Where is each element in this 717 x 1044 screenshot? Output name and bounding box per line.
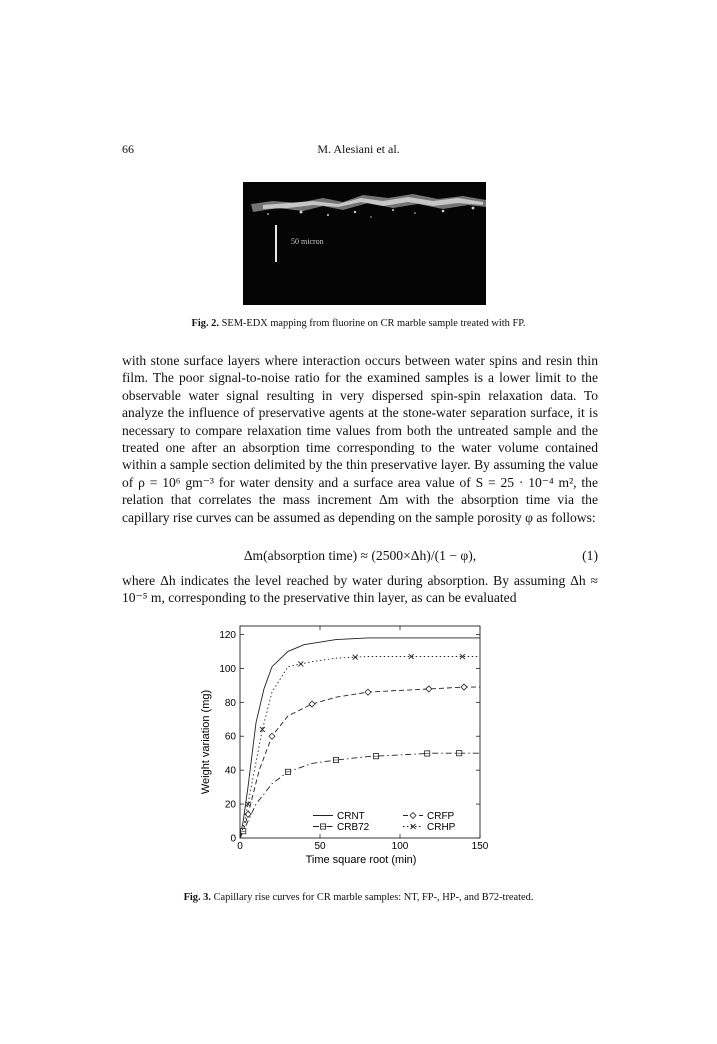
figure-2-caption xyxy=(0,318,717,329)
page-number: 66 xyxy=(122,142,134,156)
y-tick-label: 20 xyxy=(224,799,236,811)
equation-1 xyxy=(122,548,598,566)
legend-item-crhp xyxy=(403,822,456,833)
figure-2-caption-label: Fig. 2. xyxy=(191,318,219,329)
paragraph-text: where Δh indicates the level reached by water during absorption. By assuming Δh ≈ 10⁻⁵ m, corresponding to the preservative thin layer, as can be evaluated xyxy=(122,573,598,606)
x-tick-label: 100 xyxy=(391,841,409,852)
y-axis-label: Weight variation (mg) xyxy=(200,689,212,795)
series-layer xyxy=(240,638,480,838)
x-tick-label: 50 xyxy=(314,841,326,852)
data-point-x xyxy=(298,661,303,666)
data-point-diamond xyxy=(269,733,275,739)
series-crnt xyxy=(240,638,480,838)
legend-label: CRNT xyxy=(337,811,365,822)
data-point-diamond xyxy=(410,813,416,819)
legend xyxy=(313,811,456,833)
data-point-diamond xyxy=(309,701,315,707)
capillary-rise-chart xyxy=(195,614,495,874)
y-tick-label: 80 xyxy=(224,697,236,709)
y-tick-label: 40 xyxy=(224,765,236,777)
legend-label: CRB72 xyxy=(337,822,370,833)
figure-3-caption xyxy=(0,892,717,903)
data-point-diamond xyxy=(461,684,467,690)
y-tick-label: 60 xyxy=(224,731,236,743)
data-point-diamond xyxy=(365,689,371,695)
data-point-diamond xyxy=(426,686,432,692)
plot-frame xyxy=(240,626,480,838)
legend-item-crb72 xyxy=(313,822,370,833)
running-head: M. Alesiani et al. xyxy=(317,142,400,156)
legend-item-crfp xyxy=(403,811,455,822)
figure-2-caption-text: SEM-EDX mapping from fluorine on CR marble sample treated with FP. xyxy=(221,318,526,329)
x-axis-label: Time square root (min) xyxy=(305,854,417,866)
figure-3-caption-label: Fig. 3. xyxy=(183,892,211,903)
scale-bar-label: 50 micron xyxy=(291,237,324,246)
legend-label: CRHP xyxy=(427,822,456,833)
paragraph-text: with stone surface layers where interaction occurs between water spins and resin thin film. The poor signal-to-noise ratio for the examined samples is a lower limit to the observable water signal resulting in very dispersed spin-spin relaxation data. To analyze the influence of preservative agents at the stone-water separation surface, it is necessary to compare relaxation time values from both the untreated sample and the treated one after an absorption time corresponding to the water volume contained within a sample section delimited by the thin preservative layer. By assuming the value of ρ = 10⁶ gm⁻³ for water density and a surface area value of S = 25 · 10⁻⁴ m², the relation that correlates the mass increment Δm with the absorption time via the capillary rise curves can be assumed as depending on the sample porosity φ as follows: xyxy=(122,353,598,525)
y-tick-label: 100 xyxy=(219,663,236,675)
plot-border xyxy=(240,626,480,838)
equation-number: (1) xyxy=(582,548,598,563)
x-tick-label: 0 xyxy=(237,841,243,852)
series-line-crnt xyxy=(240,638,480,838)
sem-edx-image xyxy=(243,182,486,305)
body-paragraph-1 xyxy=(122,352,598,526)
legend-item-crnt xyxy=(313,811,365,822)
x-tick-label: 150 xyxy=(471,841,489,852)
equation-expression: Δm(absorption time) ≈ (2500×Δh)/(1 − φ), xyxy=(243,548,477,563)
body-paragraph-2 xyxy=(122,572,598,607)
scale-bar xyxy=(275,225,277,262)
figure-3-caption-text: Capillary rise curves for CR marble samples: NT, FP-, HP-, and B72-treated. xyxy=(213,892,534,903)
y-tick-label: 0 xyxy=(230,833,236,845)
legend-label: CRFP xyxy=(427,811,455,822)
y-tick-label: 120 xyxy=(219,629,236,641)
